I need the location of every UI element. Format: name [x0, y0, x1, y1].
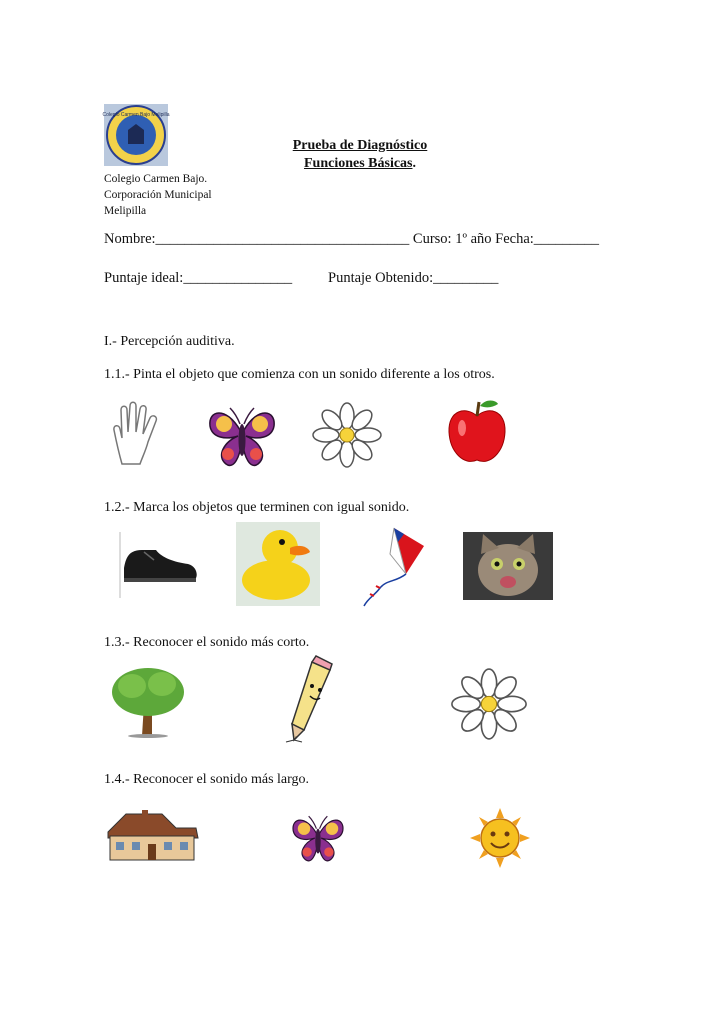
- hand-icon[interactable]: [110, 400, 166, 466]
- pencil-icon[interactable]: [282, 656, 338, 744]
- duck-icon[interactable]: [236, 522, 320, 606]
- question-1-4: 1.4.- Reconocer el sonido más largo.: [104, 772, 310, 787]
- page-subtitle: Funciones Básicas.: [303, 156, 416, 171]
- kitten-icon[interactable]: [463, 532, 553, 600]
- house-icon[interactable]: [104, 810, 200, 862]
- tree-icon[interactable]: [108, 664, 186, 738]
- kite-icon[interactable]: [360, 524, 430, 608]
- shoe-icon[interactable]: [118, 532, 200, 598]
- school-corporation: Corporación Municipal: [104, 189, 212, 201]
- section-title: I.- Percepción auditiva.: [104, 334, 235, 349]
- school-city: Melipilla: [104, 205, 147, 217]
- puntaje-obtenido-field[interactable]: Puntaje Obtenido:_________: [328, 270, 499, 286]
- question-1-2: 1.2.- Marca los objetos que terminen con igual sonido.: [104, 500, 410, 515]
- butterfly-icon[interactable]: [290, 810, 346, 866]
- nombre-field[interactable]: Nombre:___________________________________ Curso: 1º año Fecha:_________: [104, 231, 600, 247]
- butterfly-icon[interactable]: [206, 400, 278, 472]
- page-title: Prueba de Diagnóstico: [292, 138, 428, 153]
- question-1-1: 1.1.- Pinta el objeto que comienza con un sonido diferente a los otros.: [104, 367, 495, 382]
- school-info: [104, 171, 212, 219]
- apple-icon[interactable]: [446, 398, 508, 468]
- sun-icon[interactable]: [470, 808, 530, 868]
- puntaje-ideal-field[interactable]: Puntaje ideal:_______________: [104, 270, 293, 286]
- school-name: Colegio Carmen Bajo.: [104, 173, 208, 185]
- flower-icon[interactable]: [312, 402, 382, 468]
- flower-icon[interactable]: [450, 668, 528, 740]
- logo-text: Colegio Carmen Bajo Melipilla: [102, 112, 170, 118]
- school-logo: [104, 104, 168, 166]
- question-1-3: 1.3.- Reconocer el sonido más corto.: [104, 635, 310, 650]
